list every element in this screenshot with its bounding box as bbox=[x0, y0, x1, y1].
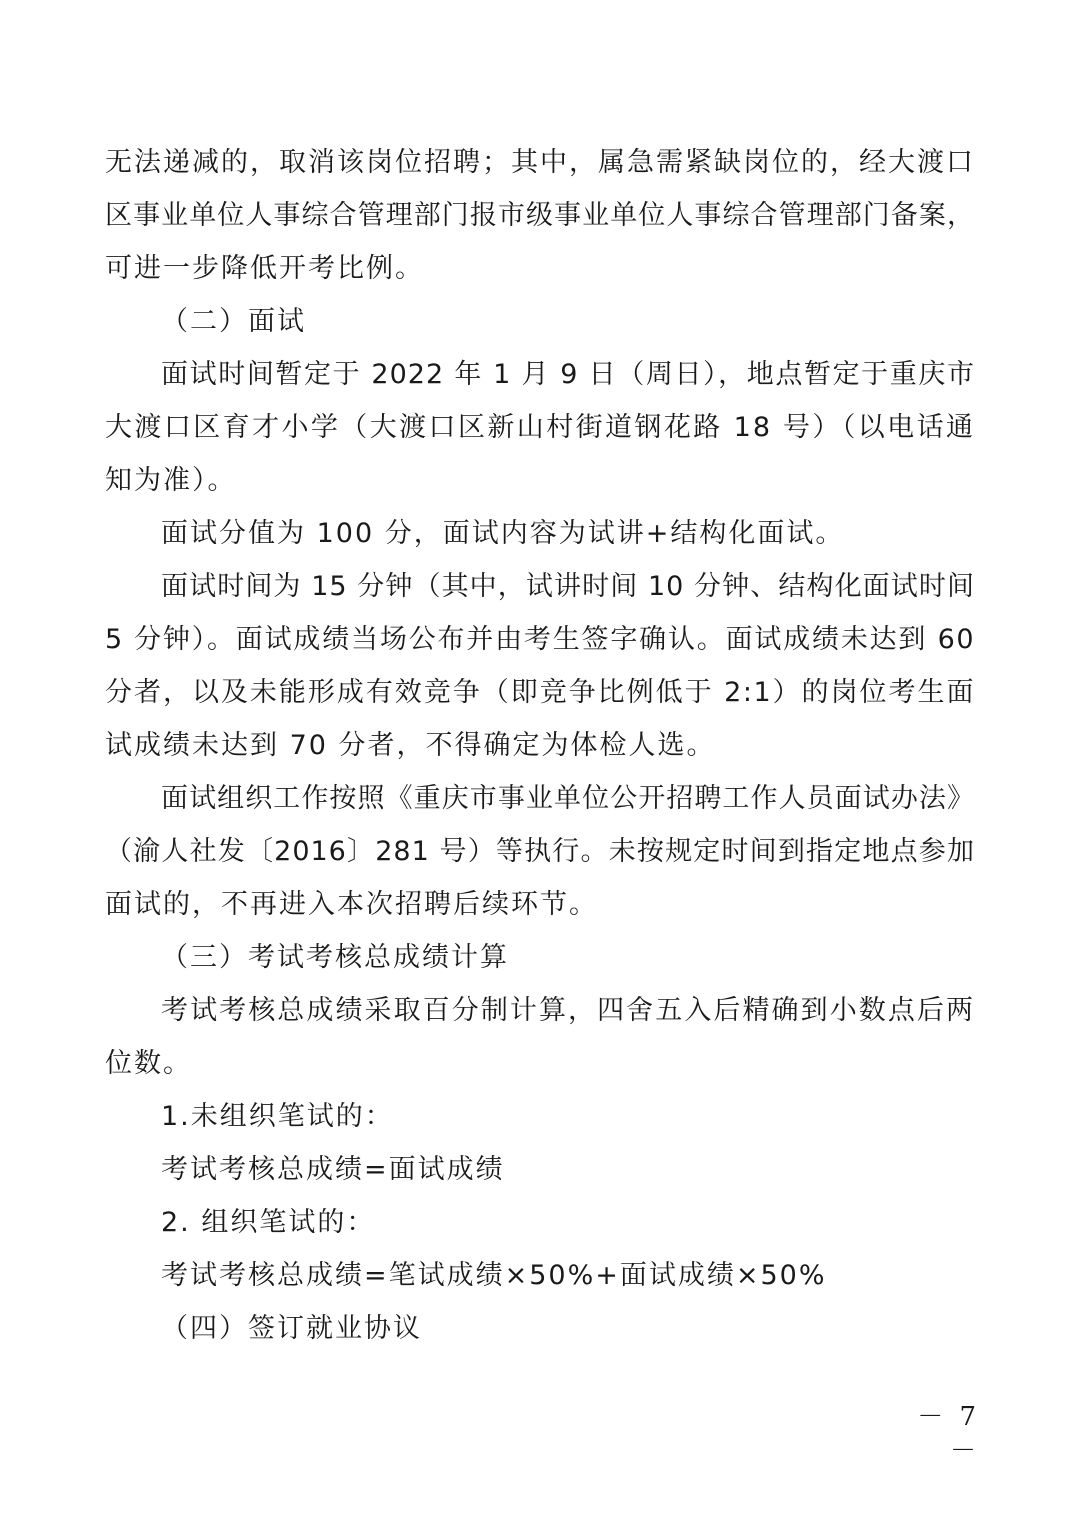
body-text-line: 无法递减的，取消该岗位招聘；其中，属急需紧缺岗位的，经大渡口 bbox=[105, 147, 975, 178]
body-text-line: 面试的，不再进入本次招聘后续环节。 bbox=[105, 889, 598, 920]
body-text-line: 面试时间暂定于 2022 年 1 月 9 日（周日），地点暂定于重庆市 bbox=[161, 359, 975, 390]
section-heading-interview: （二）面试 bbox=[161, 306, 306, 337]
body-text-line: 区事业单位人事综合管理部门报市级事业单位人事综合管理部门备案， bbox=[105, 200, 975, 231]
body-text-line: 可进一步降低开考比例。 bbox=[105, 253, 424, 284]
page-number: － 7 － bbox=[917, 1402, 980, 1466]
body-text-line: （渝人社发〔2016〕281 号）等执行。未按规定时间到指定地点参加 bbox=[105, 836, 975, 867]
body-text-line: 5 分钟）。面试成绩当场公布并由考生签字确认。面试成绩未达到 60 bbox=[105, 624, 975, 655]
body-text-line: 面试时间为 15 分钟（其中，试讲时间 10 分钟、结构化面试时间 bbox=[161, 571, 975, 602]
body-text-line: 大渡口区育才小学（大渡口区新山村街道钢花路 18 号）（以电话通 bbox=[105, 412, 975, 443]
body-text-line: 知为准）。 bbox=[105, 465, 237, 496]
list-item-no-written-test: 1.未组织笔试的： bbox=[161, 1101, 394, 1132]
formula-written-test: 考试考核总成绩=笔试成绩×50%+面试成绩×50% bbox=[161, 1260, 827, 1291]
list-item-written-test: 2. 组织笔试的： bbox=[161, 1207, 376, 1238]
body-text-line: 面试分值为 100 分，面试内容为试讲+结构化面试。 bbox=[161, 518, 845, 549]
section-heading-total-score: （三）考试考核总成绩计算 bbox=[161, 942, 509, 973]
body-text-line: 试成绩未达到 70 分者，不得确定为体检人选。 bbox=[105, 730, 716, 761]
body-text-line: 分者，以及未能形成有效竞争（即竞争比例低于 2:1）的岗位考生面 bbox=[105, 677, 975, 708]
section-heading-employment-agreement: （四）签订就业协议 bbox=[161, 1313, 422, 1344]
formula-no-written-test: 考试考核总成绩=面试成绩 bbox=[161, 1154, 505, 1185]
body-text-line: 面试组织工作按照《重庆市事业单位公开招聘工作人员面试办法》 bbox=[161, 783, 975, 814]
body-text-line: 位数。 bbox=[105, 1048, 192, 1079]
body-text-line: 考试考核总成绩采取百分制计算，四舍五入后精确到小数点后两 bbox=[161, 995, 975, 1026]
